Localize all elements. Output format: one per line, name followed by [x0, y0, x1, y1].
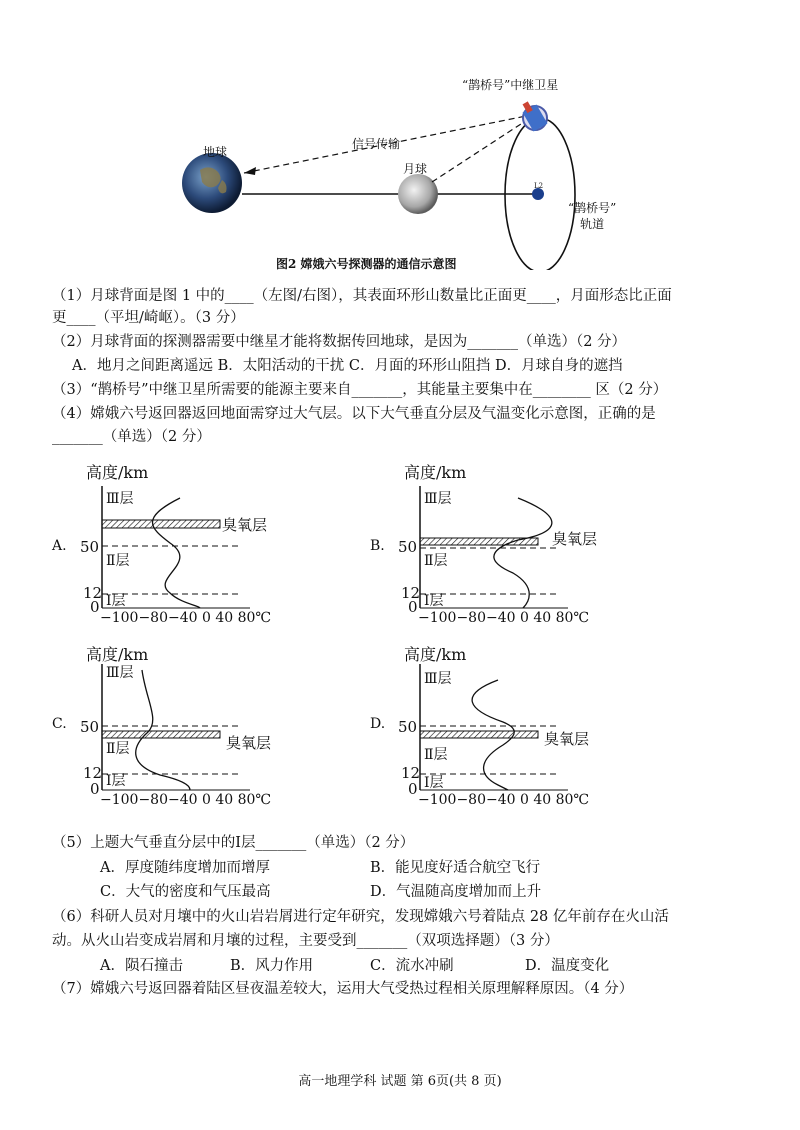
q5-option-a: A．厚度随纬度增加而增厚 [100, 860, 270, 876]
chart-d-layer3: Ⅲ层 [424, 671, 452, 687]
chart-a-xticks: −100−80−40 0 40 80℃ [100, 610, 272, 626]
q1-line2: 更____（平坦/崎岖）。（3 分） [52, 310, 245, 326]
communication-diagram [0, 60, 800, 270]
chart-b-tick-50: 50 [398, 538, 418, 556]
chart-c-tick-0: 0 [90, 780, 100, 798]
orbit-label-line1: “鹊桥号” [568, 201, 617, 215]
chart-b-tick-0: 0 [408, 598, 418, 616]
moon-icon [398, 174, 438, 214]
chart-b [368, 458, 628, 628]
chart-d-ylabel: 高度/km [404, 645, 467, 664]
q5-option-b: B．能见度好适合航空飞行 [370, 860, 541, 876]
moon-label: 月球 [403, 162, 428, 176]
satellite-label: “鹊桥号”中继卫星 [462, 78, 559, 92]
q5-text: （5）上题大气垂直分层中的Ⅰ层_______（单选）（2 分） [52, 835, 415, 851]
chart-a-ylabel: 高度/km [86, 463, 149, 482]
chart-a-tick-12: 12 [83, 584, 103, 602]
option-a-label: A. [52, 538, 67, 554]
q4-line1: （4）嫦娥六号返回器返回地面需穿过大气层。以下大气垂直分层及气温变化示意图，正确的是 [52, 406, 656, 422]
relay-satellite-icon [523, 101, 548, 131]
chart-a-ozone: 臭氧层 [222, 516, 268, 534]
orbit-label [568, 200, 616, 232]
page-footer: 高一地理学科 试题 第 6页(共 8 页) [298, 1074, 502, 1089]
q4-line2: _______（单选）（2 分） [52, 429, 211, 445]
chart-c-ozone: 臭氧层 [226, 734, 272, 752]
q6-line2: 动。从火山岩变成岩屑和月壤的过程，主要受到_______（双项选择题）（3 分） [52, 933, 559, 949]
signal-label: 信号传输 [352, 137, 401, 151]
chart-a [50, 458, 310, 628]
chart-b-xticks: −100−80−40 0 40 80℃ [418, 610, 590, 626]
q6-option-b: B．风力作用 [230, 958, 314, 974]
q6-line1: （6）科研人员对月壤中的火山岩岩屑进行定年研究，发现嫦娥六号着陆点 28 亿年前存在火山活 [52, 909, 669, 925]
chart-d [368, 640, 628, 810]
chart-a-tick-0: 0 [90, 598, 100, 616]
figure-caption: 图2 嫦娥六号探测器的通信示意图 [276, 257, 457, 271]
chart-b-ylabel: 高度/km [404, 463, 467, 482]
q5-option-d: D．气温随高度增加而上升 [370, 884, 542, 900]
chart-b-layer2: Ⅱ层 [424, 553, 448, 569]
chart-c-layer1: Ⅰ层 [106, 773, 126, 789]
chart-b-layer1: Ⅰ层 [424, 593, 444, 609]
chart-d-ozone: 臭氧层 [544, 730, 590, 748]
q5-option-c: C．大气的密度和气压最高 [100, 884, 271, 900]
chart-a-layer2: Ⅱ层 [106, 553, 130, 569]
chart-d-tick-12: 12 [401, 764, 421, 782]
q6-option-c: C．流水冲刷 [370, 958, 454, 974]
chart-b-tick-12: 12 [401, 584, 421, 602]
chart-c-xticks: −100−80−40 0 40 80℃ [100, 792, 272, 808]
q3-text: （3）“鹊桥号”中继卫星所需要的能源主要来自_______，其能量主要集中在________ 区（2 分） [52, 382, 668, 398]
chart-c [50, 640, 310, 810]
option-b-label: B. [370, 538, 385, 554]
chart-c-tick-50: 50 [80, 718, 100, 736]
chart-c-layer2: Ⅱ层 [106, 741, 130, 757]
l2-label: L2 [534, 182, 544, 190]
chart-a-layer3: Ⅲ层 [106, 491, 134, 507]
q6-option-d: D．温度变化 [525, 958, 610, 974]
chart-a-tick-50: 50 [80, 538, 100, 556]
q7-text: （7）嫦娥六号返回器着陆区昼夜温差较大，运用大气受热过程相关原理解释原因。（4 分） [52, 981, 634, 997]
q6-option-a: A．陨石撞击 [100, 958, 183, 974]
q2-text: （2）月球背面的探测器需要中继星才能将数据传回地球，是因为_______（单选）（2 分） [52, 334, 627, 350]
chart-b-ozone: 臭氧层 [552, 530, 598, 548]
option-d-label: D. [370, 716, 386, 732]
q2-options: A．地月之间距离遥远 B．太阳活动的干扰 C．月面的环形山阻挡 D．月球自身的遮挡 [72, 358, 623, 374]
orbit-label-line2: 轨道 [580, 217, 605, 231]
chart-d-tick-50: 50 [398, 718, 418, 736]
chart-c-ylabel: 高度/km [86, 645, 149, 664]
chart-d-layer1: Ⅰ层 [424, 775, 444, 791]
q1-line1: （1）月球背面是图 1 中的____（左图/右图），其表面环形山数量比正面更____，月面形态比正面 [52, 288, 672, 304]
option-c-label: C. [52, 716, 67, 732]
chart-d-xticks: −100−80−40 0 40 80℃ [418, 792, 590, 808]
chart-b-layer3: Ⅲ层 [424, 491, 452, 507]
chart-a-layer1: Ⅰ层 [106, 593, 126, 609]
chart-c-tick-12: 12 [83, 764, 103, 782]
chart-d-tick-0: 0 [408, 780, 418, 798]
chart-d-layer2: Ⅱ层 [424, 747, 448, 763]
earth-label: 地球 [203, 145, 228, 159]
chart-c-layer3: Ⅲ层 [106, 665, 134, 681]
